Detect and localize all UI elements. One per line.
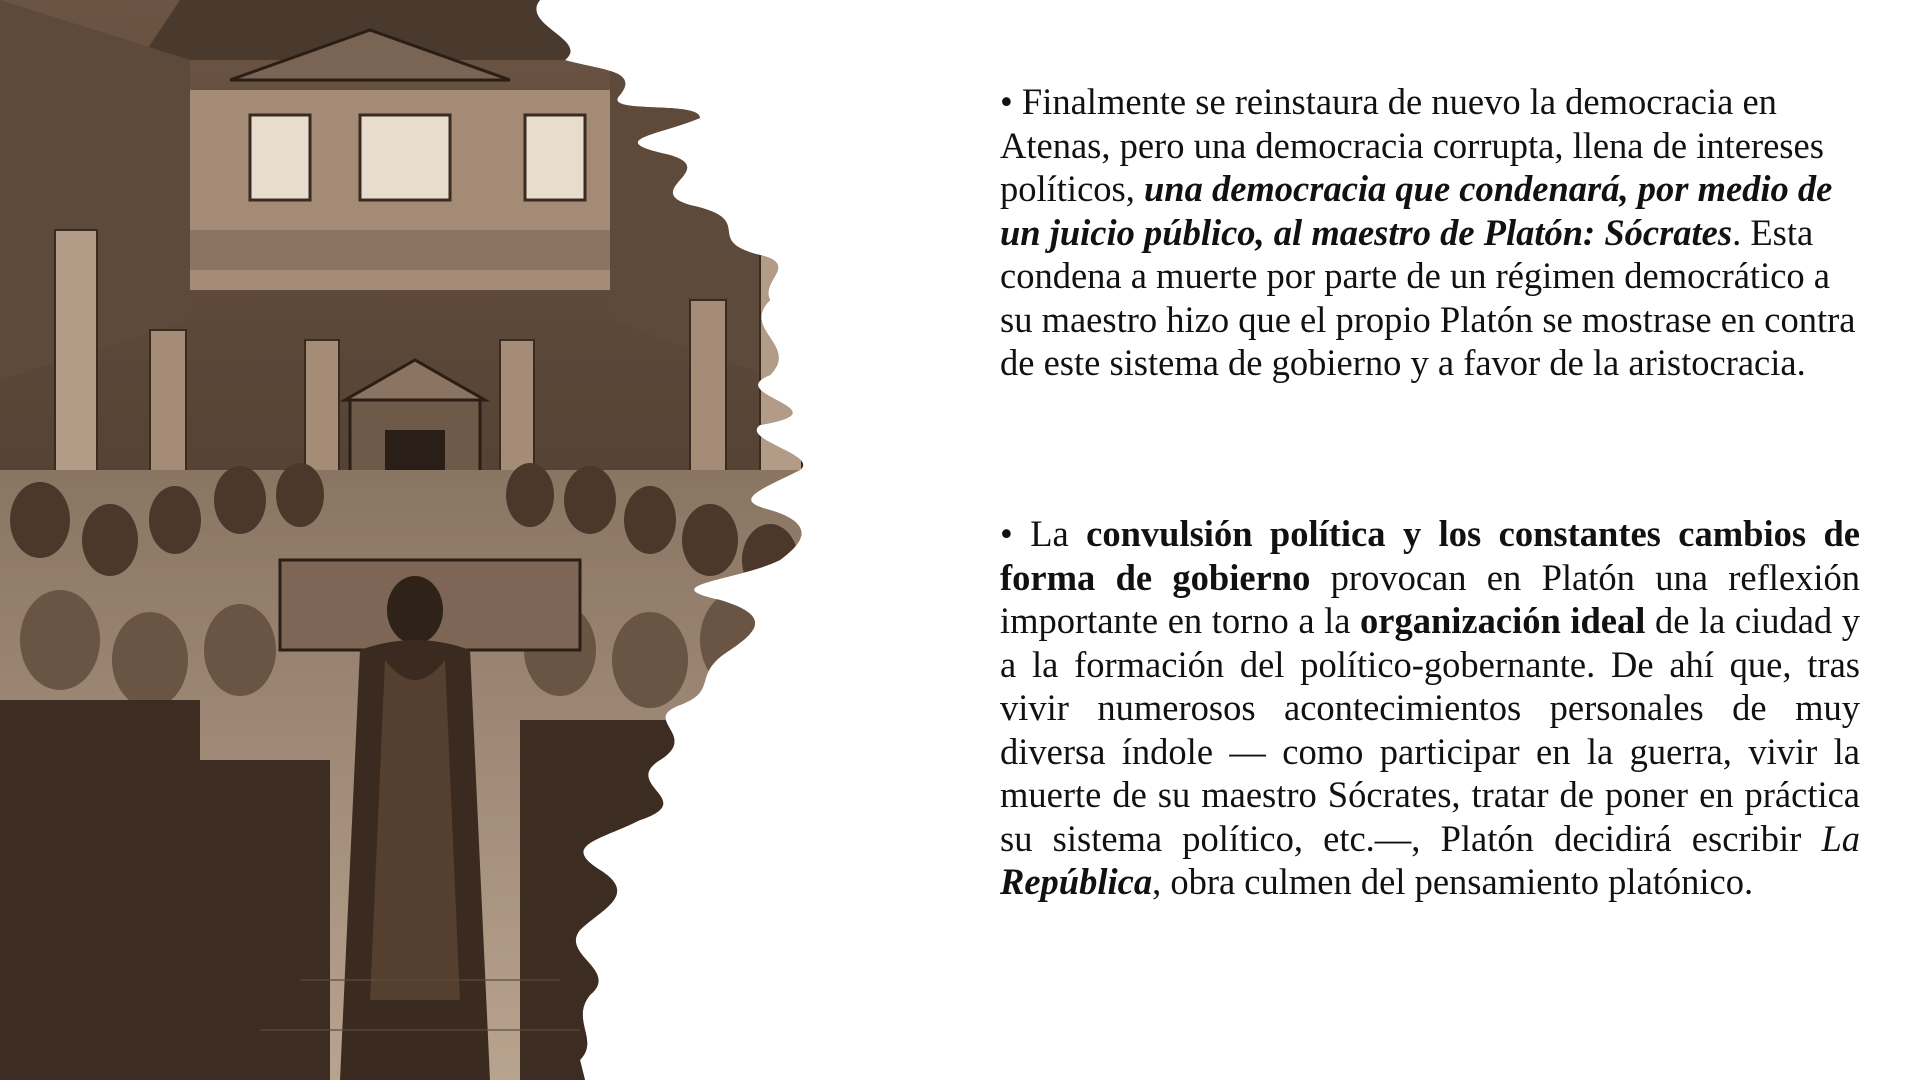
paragraph-political-reflection [1000, 512, 1860, 904]
paragraph-democracy [1000, 80, 1860, 385]
paragraph-text: La [1030, 513, 1087, 554]
book-title-italic: La [1821, 817, 1860, 859]
bullet: • [1000, 513, 1013, 554]
book-title-bold-italic: República [1000, 861, 1153, 902]
paragraph-text: , obra culmen del pensamiento platónico. [1152, 861, 1754, 902]
bold-text: convulsión política y los constantes cambios de forma de gobierno [1000, 513, 1860, 598]
emphasis-text: una democracia que condenará, por medio de un juicio público, al maestro de Platón: Sócrates [1000, 168, 1833, 253]
paragraph-text: provocan en Platón una reflexión importante en torno a la [1000, 556, 1860, 641]
bullet: • [1000, 81, 1013, 122]
paragraph-text: . Esta condena a muerte por parte de un régimen democrático a su maestro hizo que el propio Platón se mostrase en contra de este sistema de gobierno y a favor de la aristocracia. [1000, 211, 1856, 383]
paragraph-text: de la ciudad y a la formación del político-gobernante. De ahí que, tras vivir numerosos acontecimientos personales de muy diversa índole — como participar en la guerra, vivir la muerte de su maestro Sócrates, tratar de poner en práctica su sistema político, etc.—, Platón decidirá escribir [1000, 600, 1860, 859]
bold-text: organización ideal [1360, 600, 1646, 641]
paragraph-text: Finalmente se reinstaura de nuevo la democracia en Atenas, pero una democracia corrupta, llena de intereses políticos, [1000, 81, 1824, 209]
